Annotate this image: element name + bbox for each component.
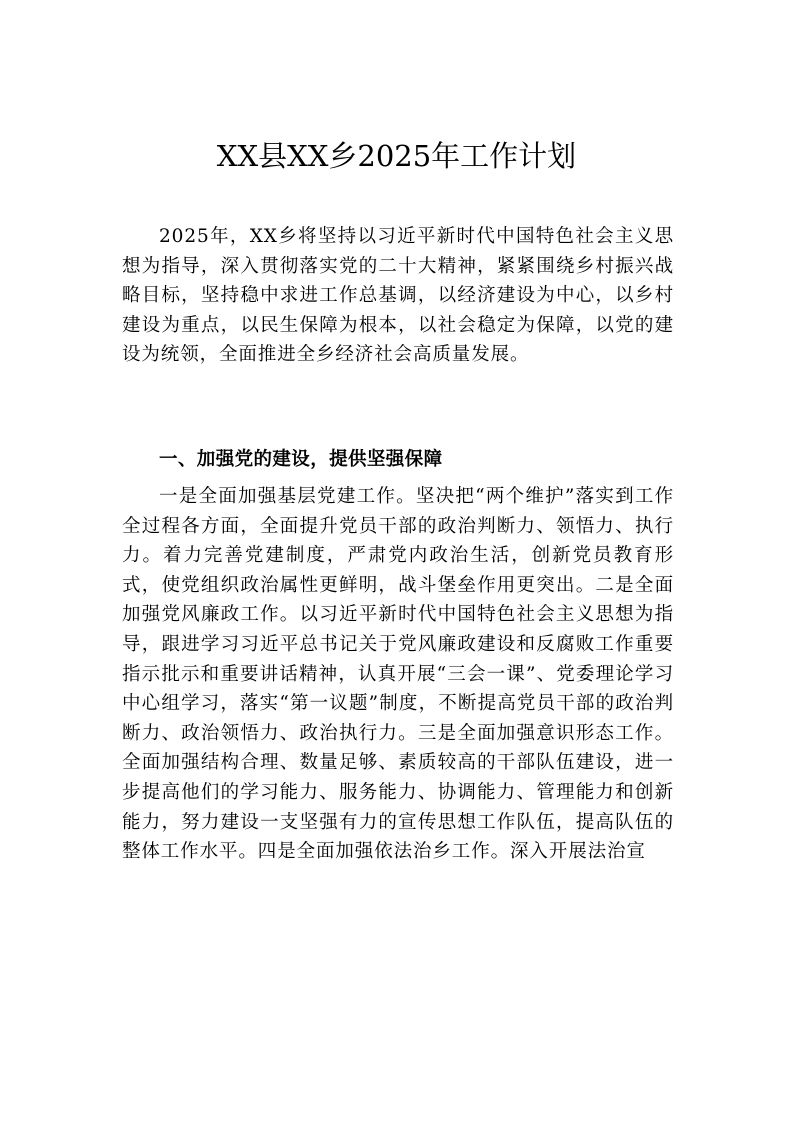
intro-paragraph: 2025年，XX乡将坚持以习近平新时代中国特色社会主义思想为指导，深入贯彻落实党的二十大精神，紧紧围绕乡村振兴战略目标，坚持稳中求进工作总基调，以经济建设为中心，以乡村建设为重点，以民生保障为根本，以社会稳定为保障，以党的建设为统领，全面推进全乡经济社会高质量发展。 (122, 226, 674, 366)
section-1-paragraph: 一是全面加强基层党建工作。坚决把“两个维护”落实到工作全过程各方面，全面提升党员干部的政治判断力、领悟力、执行力。着力完善党建制度，严肃党内政治生活，创新党员教育形式，使党组织政治属性更鲜明，战斗堡垒作用更突出。二是全面加强党风廉政工作。以习近平新时代中国特色社会主义思想为指导，跟进学习习近平总书记关于党风廉政建设和反腐败工作重要指示批示和重要讲话精神，认真开展“三会一课”、党委理论学习中心组学习，落实“第一议题”制度，不断提高党员干部的政治判断力、政治领悟力、政治执行力。三是全面加强意识形态工作。全面加强结构合理、数量足够、素质较高的干部队伍建设，进一步提高他们的学习能力、服务能力、协调能力、管理能力和创新能力，努力建设一支坚强有力的宣传思想工作队伍，提高队伍的整体工作水平。四是全面加强依法治乡工作。深入开展法治宣 (122, 486, 674, 863)
section-heading-1: 一、加强党的建设，提供坚强保障 (159, 449, 443, 470)
document-title: XX县XX乡2025年工作计划 (216, 139, 577, 173)
